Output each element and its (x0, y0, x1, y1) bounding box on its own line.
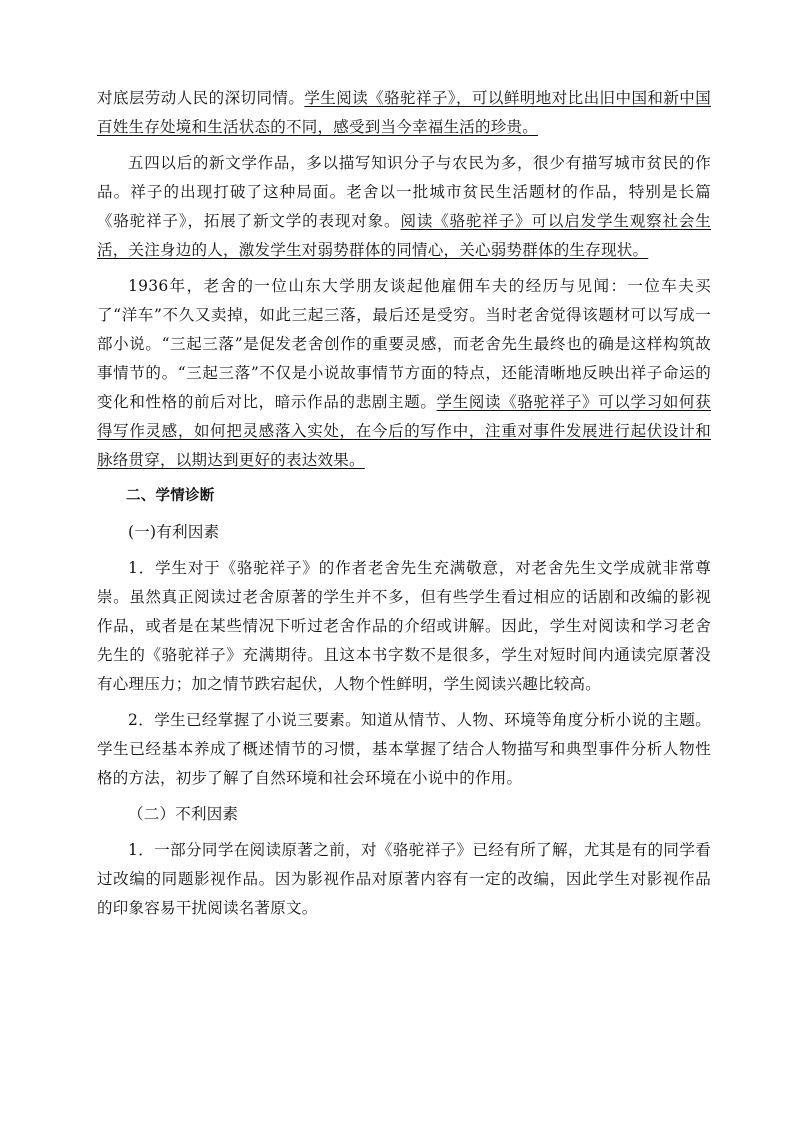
document-body (97, 84, 711, 930)
paragraph-inspiration (97, 272, 711, 475)
paragraph-sympathy (97, 84, 711, 142)
paragraph-favorable-1: 1．学生对于《骆驼祥子》的作者老舍先生充满敬意，对老舍先生文学成就非常尊崇。虽然真正阅读过老舍原著的学生并不多，但有些学生看过相应的话剧和改编的影视作品，或者是在某些情况下听过老舍作品的介绍或讲解。因此，学生对阅读和学习老舍先生的《骆驼祥子》充满期待。且这本书字数不是很多，学生对短时间内通读完原著没有心理压力；加之情节跌宕起伏，人物个性鲜明，学生阅读兴趣比较高。 (97, 559, 711, 693)
paragraph-text: 1936年，老舍的一位山东大学朋友谈起他雇佣车夫的经历与见闻：一位车夫买了“洋车”不久又卖掉，如此三起三落，最后还是受穷。当时老舍觉得该题材可以写成一部小说。“三起三落”是促发老舍创作的重要灵感，而老舍先生最终也的确是这样构筑故事情节的。“三起三落”不仅是小说故事情节方面的特点，还能清晰地反映出祥子命运的变化和性格的前后对比，暗示作品的悲剧主题。 (97, 277, 711, 411)
paragraph-favorable-2: 2．学生已经掌握了小说三要素。知道从情节、人物、环境等角度分析小说的主题。学生已经基本养成了概述情节的习惯，基本掌握了结合人物描写和典型事件分析人物性格的方法，初步了解了自然环境和社会环境在小说中的作用。 (97, 711, 711, 787)
paragraph-new-literature (97, 149, 711, 265)
paragraph-unfavorable-1: 1．一部分同学在阅读原著之前，对《骆驼祥子》已经有所了解，尤其是有的同学看过改编的同题影视作品。因为影视作品对原著内容有一定的改编，因此学生对影视作品的印象容易干扰阅读名著原文。 (97, 841, 711, 917)
underlined-passage: 阅读《骆驼祥子》可以启发学生观察社会生活，关注身边的人，激发学生对弱势群体的同情心，关心弱势群体的生存现状。 (97, 212, 711, 259)
subsection-heading-unfavorable: （二）不利因素 (128, 805, 239, 823)
paragraph-text: 对底层劳动人民的深切同情。 (97, 89, 305, 107)
underlined-passage: 学生阅读《骆驼祥子》，可以鲜明地对比出旧中国和新中国百姓生存处境和生活状态的不同，感受到当今幸福生活的珍贵。 (97, 89, 711, 136)
paragraph-text: 五四以后的新文学作品，多以描写知识分子与农民为多，很少有描写城市贫民的作品。祥子的出现打破了这种局面。老舍以一批城市贫民生活题材的作品，特别是长篇《骆驼祥子》，拓展了新文学的表现对象。 (97, 154, 711, 230)
underlined-passage: 学生阅读《骆驼祥子》可以学习如何获得写作灵感，如何把灵感落入实处，在今后的写作中，注重对事件发展进行起伏设计和脉络贯穿，以期达到更好的表达效果。 (97, 393, 711, 469)
subsection-heading-favorable: (一)有利因素 (128, 523, 220, 541)
section-heading: 二、学情诊断 (126, 488, 215, 504)
